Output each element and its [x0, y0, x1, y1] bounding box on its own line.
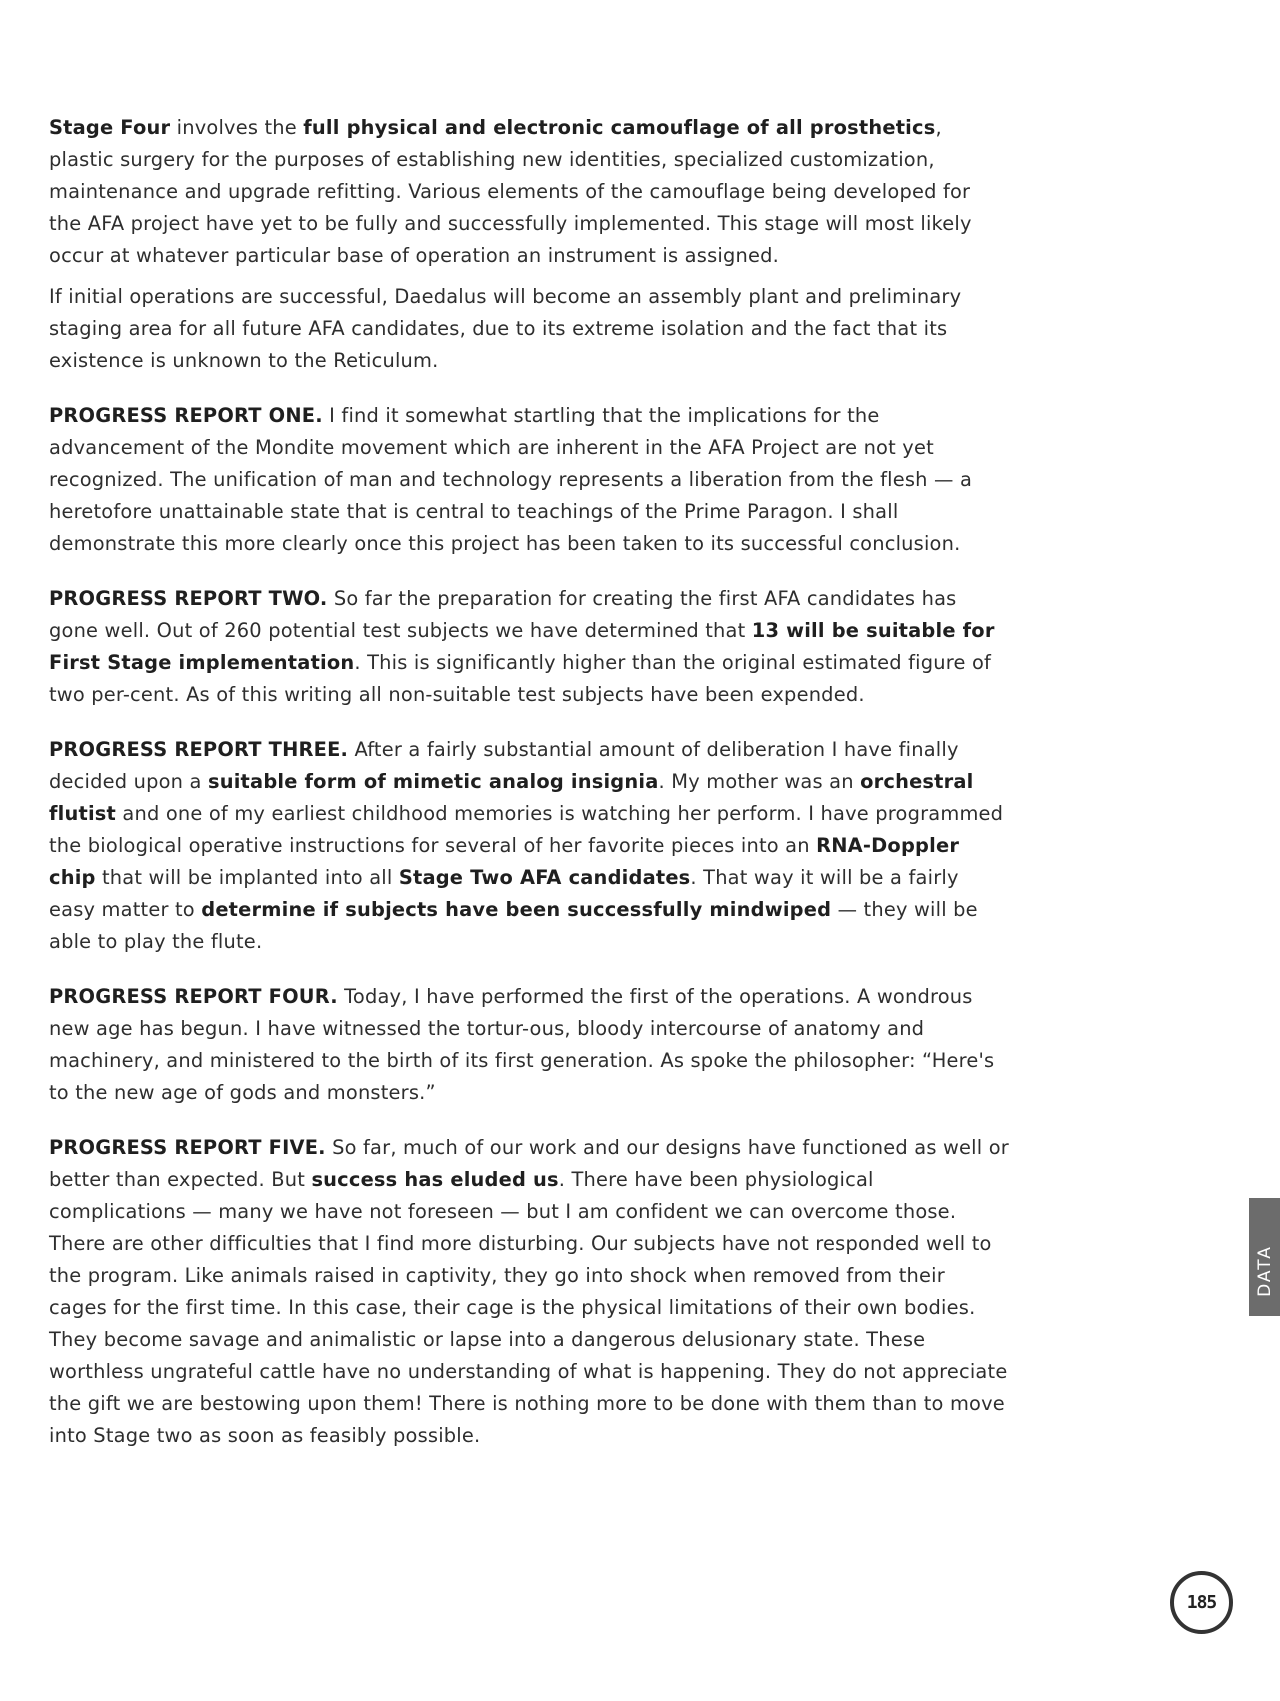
bold-term: RNA-Doppler chip: [49, 834, 960, 889]
paragraph-progress-report-two: PROGRESS REPORT TWO. So far the preparation for creating the first AFA candidates has gone well. Out of 260 potential test subjects we have determined that 13 will be suitable for First Stage implementation. This is significantly higher than the original estimated figure of two per-cent. As of this writing all non-suitable test subjects have been expended.: [49, 587, 995, 706]
bold-term: success has eluded us: [311, 1168, 559, 1191]
report-heading: PROGRESS REPORT ONE.: [49, 404, 323, 427]
paragraph-progress-report-one: PROGRESS REPORT ONE. I find it somewhat startling that the implications for the advancement of the Mondite movement which are inherent in the AFA Project are not yet recognized. The unification of man and technology represents a liberation from the flesh — a heretofore unattainable state that is central to teachings of the Prime Paragon. I shall demonstrate this more clearly once this project has been taken to its successful conclusion.: [49, 404, 973, 555]
bold-term: 13 will be suitable for First Stage implementation: [49, 619, 995, 674]
report-heading: PROGRESS REPORT TWO.: [49, 587, 328, 610]
bold-term: orchestral flutist: [49, 770, 974, 825]
bold-term: full physical and electronic camouflage of all prosthetics: [303, 116, 936, 139]
page-number: 185: [1170, 1571, 1233, 1634]
report-heading: PROGRESS REPORT FIVE.: [49, 1136, 326, 1159]
bold-term: Stage Two AFA candidates: [398, 866, 691, 889]
paragraph-progress-report-four: PROGRESS REPORT FOUR. Today, I have performed the first of the operations. A wondrous new age has begun. I have witnessed the tortur-ous, bloody intercourse of anatomy and machinery, and ministered to the birth of its first generation. As spoke the philosopher: “Here's to the new age of gods and monsters.”: [49, 985, 995, 1104]
paragraph-progress-report-three: PROGRESS REPORT THREE. After a fairly substantial amount of deliberation I have finally decided upon a suitable form of mimetic analog insignia. My mother was an orchestral flutist and one of my earliest childhood memories is watching her perform. I have programmed the biological operative instructions for several of her favorite pieces into an RNA-Doppler chip that will be implanted into all Stage Two AFA candidates. That way it will be a fairly easy matter to determine if subjects have been successfully mindwiped — they will be able to play the flute.: [49, 738, 1004, 953]
report-heading: PROGRESS REPORT FOUR.: [49, 985, 338, 1008]
section-tab: [1249, 1198, 1280, 1316]
paragraph-progress-report-five: PROGRESS REPORT FIVE. So far, much of our work and our designs have functioned as well or better than expected. But success has eluded us. There have been physiological complications — many we have not foreseen — but I am confident we can overcome those. There are other difficulties that I find more disturbing. Our subjects have not responded well to the program. Like animals raised in captivity, they go into shock when removed from their cages for the first time. In this case, their cage is the physical limitations of their own bodies. They become savage and animalistic or lapse into a dangerous delusionary state. These worthless ungrateful cattle have no understanding of what is happening. They do not appreciate the gift we are bestowing upon them! There is nothing more to be done with them than to move into Stage two as soon as feasibly possible.: [49, 1136, 1009, 1447]
bold-term: determine if subjects have been successfully mindwiped: [201, 898, 832, 921]
bold-term: suitable form of mimetic analog insignia: [207, 770, 659, 793]
page-content: [49, 112, 1009, 1452]
bold-term: Stage Four: [49, 116, 171, 139]
report-heading: PROGRESS REPORT THREE.: [49, 738, 349, 761]
section-tab-label: DATA: [1254, 1245, 1275, 1298]
paragraph-stage-four: Stage Four involves the full physical and electronic camouflage of all prosthetics, plastic surgery for the purposes of establishing new identities, specialized customization, maintenance and upgrade refitting. Various elements of the camouflage being developed for the AFA project have yet to be fully and successfully implemented. This stage will most likely occur at whatever particular base of operation an instrument is assigned.: [49, 116, 972, 267]
paragraph-daedalus: If initial operations are successful, Daedalus will become an assembly plant and preliminary staging area for all future AFA candidates, due to its extreme isolation and the fact that its existence is unknown to the Reticulum.: [49, 285, 962, 372]
